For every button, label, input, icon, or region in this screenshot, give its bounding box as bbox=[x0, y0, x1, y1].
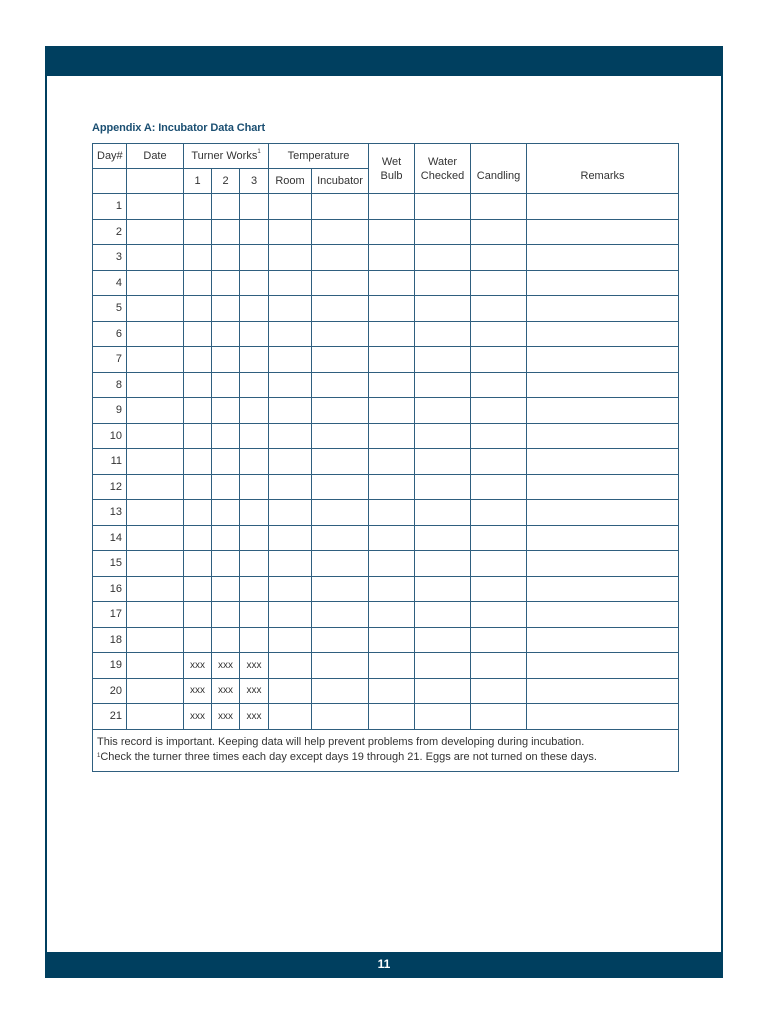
turner-cell-3 bbox=[240, 576, 269, 602]
turner-cell-2 bbox=[212, 296, 240, 322]
turner-cell-1: xxx bbox=[184, 704, 212, 730]
room-temp-cell bbox=[269, 474, 312, 500]
incubator-temp-cell bbox=[312, 449, 369, 475]
header-turner-works bbox=[184, 144, 269, 169]
day-cell: 9 bbox=[93, 398, 127, 424]
wet-bulb-cell bbox=[369, 347, 415, 373]
wet-bulb-cell bbox=[369, 525, 415, 551]
incubator-temp-cell bbox=[312, 219, 369, 245]
date-cell bbox=[127, 270, 184, 296]
table-row bbox=[93, 653, 679, 679]
incubator-temp-cell bbox=[312, 296, 369, 322]
header-turner-3: 3 bbox=[240, 169, 269, 194]
incubator-temp-cell bbox=[312, 525, 369, 551]
day-cell: 17 bbox=[93, 602, 127, 628]
remarks-cell bbox=[527, 372, 679, 398]
turner-cell-2 bbox=[212, 525, 240, 551]
room-temp-cell bbox=[269, 653, 312, 679]
water-checked-cell bbox=[415, 347, 471, 373]
water-checked-cell bbox=[415, 321, 471, 347]
room-temp-cell bbox=[269, 245, 312, 271]
note-footnote-marker: 1 bbox=[97, 752, 101, 759]
turner-cell-2 bbox=[212, 500, 240, 526]
table-row bbox=[93, 576, 679, 602]
table-row bbox=[93, 194, 679, 220]
remarks-cell bbox=[527, 270, 679, 296]
turner-cell-3: xxx bbox=[240, 678, 269, 704]
room-temp-cell bbox=[269, 500, 312, 526]
water-checked-cell bbox=[415, 602, 471, 628]
water-checked-cell bbox=[415, 398, 471, 424]
water-checked-cell bbox=[415, 270, 471, 296]
day-cell: 6 bbox=[93, 321, 127, 347]
day-cell: 19 bbox=[93, 653, 127, 679]
remarks-cell bbox=[527, 653, 679, 679]
remarks-cell bbox=[527, 296, 679, 322]
day-cell: 11 bbox=[93, 449, 127, 475]
water-checked-cell bbox=[415, 296, 471, 322]
table-row bbox=[93, 296, 679, 322]
day-cell: 21 bbox=[93, 704, 127, 730]
room-temp-cell bbox=[269, 551, 312, 577]
turner-cell-1 bbox=[184, 398, 212, 424]
wet-bulb-cell bbox=[369, 474, 415, 500]
day-cell: 7 bbox=[93, 347, 127, 373]
wet-bulb-line1: Wet bbox=[381, 155, 402, 168]
date-cell bbox=[127, 500, 184, 526]
remarks-cell bbox=[527, 194, 679, 220]
wet-bulb-cell bbox=[369, 704, 415, 730]
header-date: Date bbox=[127, 144, 184, 169]
incubator-temp-cell bbox=[312, 372, 369, 398]
table-row bbox=[93, 347, 679, 373]
remarks-cell bbox=[527, 321, 679, 347]
turner-cell-3 bbox=[240, 627, 269, 653]
turner-cell-3 bbox=[240, 500, 269, 526]
turner-cell-1 bbox=[184, 576, 212, 602]
date-cell bbox=[127, 551, 184, 577]
turner-cell-2 bbox=[212, 576, 240, 602]
turner-label: Turner Works bbox=[191, 150, 258, 162]
remarks-cell bbox=[527, 423, 679, 449]
date-cell bbox=[127, 245, 184, 271]
turner-cell-2: xxx bbox=[212, 704, 240, 730]
turner-cell-1 bbox=[184, 245, 212, 271]
turner-cell-2 bbox=[212, 219, 240, 245]
turner-cell-2 bbox=[212, 321, 240, 347]
turner-cell-3 bbox=[240, 296, 269, 322]
candling-cell bbox=[471, 500, 527, 526]
wet-bulb-cell bbox=[369, 423, 415, 449]
turner-cell-1 bbox=[184, 602, 212, 628]
wet-bulb-cell bbox=[369, 678, 415, 704]
candling-cell bbox=[471, 576, 527, 602]
page-frame bbox=[45, 46, 723, 978]
room-temp-cell bbox=[269, 449, 312, 475]
date-cell bbox=[127, 474, 184, 500]
room-temp-cell bbox=[269, 627, 312, 653]
table-row bbox=[93, 500, 679, 526]
turner-cell-2 bbox=[212, 245, 240, 271]
header-day: Day# bbox=[93, 144, 127, 169]
water-checked-cell bbox=[415, 449, 471, 475]
room-temp-cell bbox=[269, 296, 312, 322]
date-cell bbox=[127, 602, 184, 628]
candling-cell bbox=[471, 321, 527, 347]
remarks-cell bbox=[527, 602, 679, 628]
day-cell: 12 bbox=[93, 474, 127, 500]
turner-cell-2 bbox=[212, 627, 240, 653]
date-cell bbox=[127, 525, 184, 551]
turner-cell-3 bbox=[240, 347, 269, 373]
candling-cell bbox=[471, 525, 527, 551]
wet-bulb-cell bbox=[369, 500, 415, 526]
day-cell: 1 bbox=[93, 194, 127, 220]
turner-cell-3 bbox=[240, 219, 269, 245]
turner-cell-2 bbox=[212, 398, 240, 424]
water-checked-cell bbox=[415, 194, 471, 220]
remarks-cell bbox=[527, 398, 679, 424]
header-temp-room: Room bbox=[269, 169, 312, 194]
incubator-temp-cell bbox=[312, 474, 369, 500]
candling-cell bbox=[471, 423, 527, 449]
room-temp-cell bbox=[269, 602, 312, 628]
date-cell bbox=[127, 653, 184, 679]
incubator-temp-cell bbox=[312, 321, 369, 347]
wet-bulb-cell bbox=[369, 245, 415, 271]
turner-cell-3 bbox=[240, 449, 269, 475]
table-row bbox=[93, 423, 679, 449]
turner-cell-3 bbox=[240, 474, 269, 500]
turner-cell-3 bbox=[240, 602, 269, 628]
turner-cell-2 bbox=[212, 194, 240, 220]
turner-cell-1 bbox=[184, 347, 212, 373]
wet-bulb-cell bbox=[369, 219, 415, 245]
turner-cell-1: xxx bbox=[184, 653, 212, 679]
candling-cell bbox=[471, 245, 527, 271]
turner-cell-1 bbox=[184, 194, 212, 220]
date-cell bbox=[127, 321, 184, 347]
turner-cell-2 bbox=[212, 602, 240, 628]
remarks-cell bbox=[527, 245, 679, 271]
room-temp-cell bbox=[269, 576, 312, 602]
turner-cell-1 bbox=[184, 372, 212, 398]
incubator-temp-cell bbox=[312, 398, 369, 424]
footnote-marker: 1 bbox=[257, 149, 261, 155]
incubator-temp-cell bbox=[312, 245, 369, 271]
table-row bbox=[93, 372, 679, 398]
candling-cell bbox=[471, 270, 527, 296]
table-row bbox=[93, 321, 679, 347]
water-checked-cell bbox=[415, 627, 471, 653]
footer-band bbox=[47, 952, 721, 976]
date-cell bbox=[127, 296, 184, 322]
header-turner-2: 2 bbox=[212, 169, 240, 194]
header-remarks: Remarks bbox=[527, 144, 679, 194]
page-number: 11 bbox=[377, 957, 391, 971]
remarks-cell bbox=[527, 525, 679, 551]
wet-bulb-cell bbox=[369, 321, 415, 347]
room-temp-cell bbox=[269, 525, 312, 551]
header-band bbox=[47, 48, 721, 76]
table-row bbox=[93, 602, 679, 628]
wet-bulb-cell bbox=[369, 194, 415, 220]
turner-cell-2 bbox=[212, 474, 240, 500]
water-checked-cell bbox=[415, 678, 471, 704]
table-row bbox=[93, 474, 679, 500]
turner-cell-3 bbox=[240, 423, 269, 449]
water-checked-cell bbox=[415, 525, 471, 551]
turner-cell-1 bbox=[184, 449, 212, 475]
turner-cell-3 bbox=[240, 194, 269, 220]
notes-row bbox=[93, 729, 679, 771]
incubator-temp-cell bbox=[312, 627, 369, 653]
day-cell: 3 bbox=[93, 245, 127, 271]
turner-cell-1 bbox=[184, 219, 212, 245]
header-turner-1: 1 bbox=[184, 169, 212, 194]
room-temp-cell bbox=[269, 321, 312, 347]
incubator-data-chart bbox=[92, 143, 679, 772]
turner-cell-1 bbox=[184, 296, 212, 322]
turner-cell-3 bbox=[240, 270, 269, 296]
day-cell: 4 bbox=[93, 270, 127, 296]
turner-cell-3 bbox=[240, 321, 269, 347]
turner-cell-3: xxx bbox=[240, 704, 269, 730]
turner-cell-3 bbox=[240, 525, 269, 551]
turner-cell-2 bbox=[212, 347, 240, 373]
header-water-checked bbox=[415, 144, 471, 194]
remarks-cell bbox=[527, 551, 679, 577]
incubator-temp-cell bbox=[312, 347, 369, 373]
room-temp-cell bbox=[269, 704, 312, 730]
header-temperature: Temperature bbox=[269, 144, 369, 169]
incubator-temp-cell bbox=[312, 678, 369, 704]
wet-bulb-cell bbox=[369, 398, 415, 424]
notes-cell bbox=[93, 729, 679, 771]
water-checked-cell bbox=[415, 372, 471, 398]
table-row bbox=[93, 219, 679, 245]
wet-bulb-cell bbox=[369, 653, 415, 679]
remarks-cell bbox=[527, 500, 679, 526]
turner-cell-2: xxx bbox=[212, 653, 240, 679]
candling-cell bbox=[471, 551, 527, 577]
room-temp-cell bbox=[269, 423, 312, 449]
table-row bbox=[93, 678, 679, 704]
wet-bulb-cell bbox=[369, 551, 415, 577]
wet-bulb-cell bbox=[369, 627, 415, 653]
turner-cell-3 bbox=[240, 398, 269, 424]
candling-cell bbox=[471, 194, 527, 220]
header-day-blank bbox=[93, 169, 127, 194]
date-cell bbox=[127, 398, 184, 424]
table-row bbox=[93, 627, 679, 653]
candling-cell bbox=[471, 678, 527, 704]
wet-bulb-cell bbox=[369, 602, 415, 628]
incubator-temp-cell bbox=[312, 704, 369, 730]
remarks-cell bbox=[527, 678, 679, 704]
water-checked-cell bbox=[415, 245, 471, 271]
candling-cell bbox=[471, 398, 527, 424]
note-line-2: Check the turner three times each day except days 19 through 21. Eggs are not turned on these days. bbox=[100, 750, 597, 763]
remarks-cell bbox=[527, 474, 679, 500]
turner-cell-3 bbox=[240, 372, 269, 398]
day-cell: 13 bbox=[93, 500, 127, 526]
candling-cell bbox=[471, 602, 527, 628]
incubator-temp-cell bbox=[312, 653, 369, 679]
turner-cell-2 bbox=[212, 551, 240, 577]
page-heading: Appendix A: Incubator Data Chart bbox=[92, 122, 266, 134]
water-checked-cell bbox=[415, 576, 471, 602]
turner-cell-1 bbox=[184, 423, 212, 449]
table-row bbox=[93, 449, 679, 475]
date-cell bbox=[127, 449, 184, 475]
header-temp-incubator: Incubator bbox=[312, 169, 369, 194]
candling-cell bbox=[471, 296, 527, 322]
water-line1: Water bbox=[428, 155, 457, 168]
date-cell bbox=[127, 576, 184, 602]
incubator-temp-cell bbox=[312, 576, 369, 602]
day-cell: 16 bbox=[93, 576, 127, 602]
turner-cell-2 bbox=[212, 372, 240, 398]
incubator-temp-cell bbox=[312, 551, 369, 577]
water-checked-cell bbox=[415, 474, 471, 500]
candling-cell bbox=[471, 704, 527, 730]
incubator-temp-cell bbox=[312, 270, 369, 296]
wet-bulb-cell bbox=[369, 270, 415, 296]
table-row bbox=[93, 551, 679, 577]
room-temp-cell bbox=[269, 372, 312, 398]
day-cell: 18 bbox=[93, 627, 127, 653]
turner-cell-2 bbox=[212, 449, 240, 475]
turner-cell-1 bbox=[184, 321, 212, 347]
candling-cell bbox=[471, 627, 527, 653]
date-cell bbox=[127, 627, 184, 653]
water-checked-cell bbox=[415, 653, 471, 679]
date-cell bbox=[127, 678, 184, 704]
room-temp-cell bbox=[269, 398, 312, 424]
table-row bbox=[93, 398, 679, 424]
remarks-cell bbox=[527, 219, 679, 245]
turner-cell-2 bbox=[212, 423, 240, 449]
day-cell: 15 bbox=[93, 551, 127, 577]
turner-cell-1 bbox=[184, 474, 212, 500]
day-cell: 5 bbox=[93, 296, 127, 322]
water-checked-cell bbox=[415, 551, 471, 577]
remarks-cell bbox=[527, 704, 679, 730]
room-temp-cell bbox=[269, 194, 312, 220]
date-cell bbox=[127, 372, 184, 398]
turner-cell-2: xxx bbox=[212, 678, 240, 704]
date-cell bbox=[127, 423, 184, 449]
wet-bulb-cell bbox=[369, 372, 415, 398]
incubator-temp-cell bbox=[312, 500, 369, 526]
day-cell: 2 bbox=[93, 219, 127, 245]
day-cell: 10 bbox=[93, 423, 127, 449]
remarks-cell bbox=[527, 627, 679, 653]
date-cell bbox=[127, 219, 184, 245]
candling-cell bbox=[471, 449, 527, 475]
room-temp-cell bbox=[269, 270, 312, 296]
table-row bbox=[93, 704, 679, 730]
room-temp-cell bbox=[269, 678, 312, 704]
room-temp-cell bbox=[269, 347, 312, 373]
date-cell bbox=[127, 194, 184, 220]
water-checked-cell bbox=[415, 219, 471, 245]
wet-bulb-cell bbox=[369, 576, 415, 602]
wet-bulb-cell bbox=[369, 296, 415, 322]
water-checked-cell bbox=[415, 500, 471, 526]
turner-cell-3 bbox=[240, 551, 269, 577]
remarks-cell bbox=[527, 449, 679, 475]
date-cell bbox=[127, 704, 184, 730]
candling-cell bbox=[471, 653, 527, 679]
remarks-cell bbox=[527, 576, 679, 602]
header-row-1 bbox=[93, 144, 679, 169]
turner-cell-3 bbox=[240, 245, 269, 271]
candling-cell bbox=[471, 372, 527, 398]
day-cell: 14 bbox=[93, 525, 127, 551]
day-cell: 20 bbox=[93, 678, 127, 704]
table-row bbox=[93, 245, 679, 271]
water-checked-cell bbox=[415, 423, 471, 449]
table-row bbox=[93, 525, 679, 551]
day-cell: 8 bbox=[93, 372, 127, 398]
room-temp-cell bbox=[269, 219, 312, 245]
turner-cell-1 bbox=[184, 270, 212, 296]
wet-bulb-line2: Bulb bbox=[380, 169, 403, 182]
candling-cell bbox=[471, 219, 527, 245]
candling-cell bbox=[471, 347, 527, 373]
date-cell bbox=[127, 347, 184, 373]
chart-body bbox=[93, 194, 679, 730]
turner-cell-1 bbox=[184, 500, 212, 526]
incubator-temp-cell bbox=[312, 602, 369, 628]
incubator-temp-cell bbox=[312, 194, 369, 220]
turner-cell-1 bbox=[184, 525, 212, 551]
turner-cell-1: xxx bbox=[184, 678, 212, 704]
wet-bulb-cell bbox=[369, 449, 415, 475]
header-candling: Candling bbox=[471, 144, 527, 194]
water-checked-cell bbox=[415, 704, 471, 730]
remarks-cell bbox=[527, 347, 679, 373]
header-date-blank bbox=[127, 169, 184, 194]
water-line2: Checked bbox=[420, 169, 465, 182]
incubator-temp-cell bbox=[312, 423, 369, 449]
table-row bbox=[93, 270, 679, 296]
header-wet-bulb bbox=[369, 144, 415, 194]
turner-cell-1 bbox=[184, 627, 212, 653]
turner-cell-1 bbox=[184, 551, 212, 577]
note-line-1: This record is important. Keeping data will help prevent problems from developing during incubation. bbox=[97, 735, 585, 748]
candling-cell bbox=[471, 474, 527, 500]
turner-cell-3: xxx bbox=[240, 653, 269, 679]
turner-cell-2 bbox=[212, 270, 240, 296]
